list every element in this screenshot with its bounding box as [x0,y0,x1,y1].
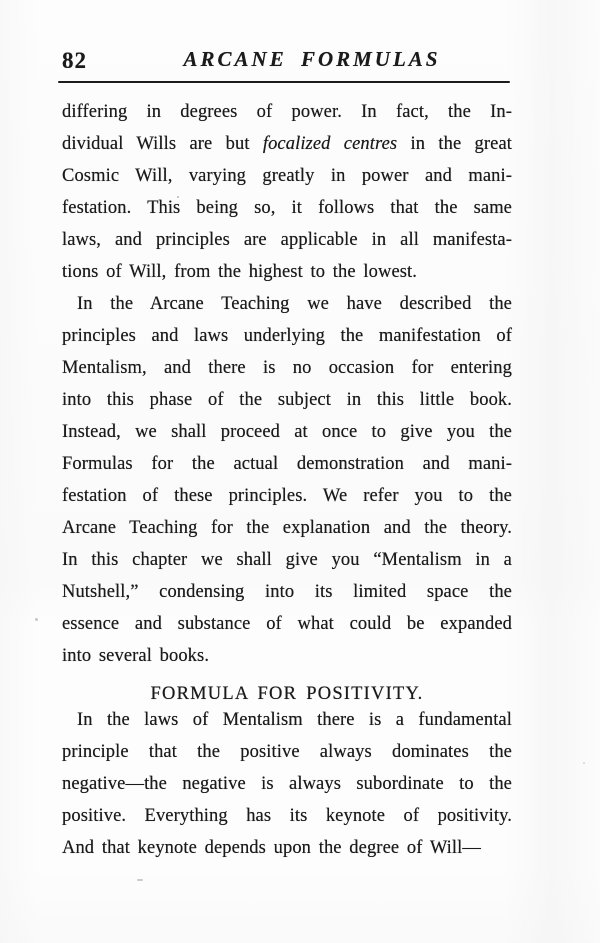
text-line [62,224,512,256]
text-line [62,512,512,544]
text-line [62,576,512,608]
text-segment: positive. Everything has its keynote of positivity. [62,806,512,826]
text-line [62,704,512,736]
text-line [62,352,512,384]
scan-speck [583,762,585,764]
text-segment: festation. This being so, it follows that the same [62,198,512,218]
text-line [62,96,512,128]
text-segment: Instead, we shall proceed at once to give you the [62,422,512,442]
text-segment: In the Arcane Teaching we have described the [77,294,512,314]
text-segment: essence and substance of what could be expanded [62,614,512,634]
text-segment: festation of these principles. We refer you to the [62,486,512,506]
text-segment: in the great [397,134,512,154]
text-line [62,192,512,224]
text-segment: Cosmic Will, varying greatly in power and mani- [62,166,512,186]
header-rule [58,81,510,83]
running-title: ARCANE FORMULAS [183,47,441,71]
text-segment: laws, and principles are applicable in all manifesta- [62,230,512,250]
page-header [62,46,512,78]
text-line [62,448,512,480]
text-line [62,832,512,864]
page-body [62,96,512,864]
scan-speck [137,879,143,881]
text-line [62,160,512,192]
text-segment: principle that the positive always dominates the [62,742,512,762]
text-segment: And that keynote depends upon the degree of Will— [62,838,481,858]
text-line [62,384,512,416]
text-line [62,800,512,832]
text-line [62,480,512,512]
text-line [62,544,512,576]
text-segment: principles and laws underlying the manifestation of [62,326,512,346]
text-segment: Formulas for the actual demonstration and mani- [62,454,512,474]
text-line [62,768,512,800]
text-segment: In this chapter we shall give you “Mentalism in a [62,550,512,570]
italic-phrase: focalized centres [262,134,398,154]
scan-speck [35,618,38,621]
text-line [62,288,512,320]
text-segment: into this phase of the subject in this little book. [62,390,512,410]
text-line [62,416,512,448]
text-segment: dividual Wills are but [62,134,263,154]
scan-speck [177,196,179,198]
text-segment: Nutshell,” condensing into its limited space the [62,582,512,602]
text-segment: differing in degrees of power. In fact, the In- [62,102,512,122]
text-line [62,608,512,640]
text-segment: Arcane Teaching for the explanation and the theory. [62,518,512,538]
text-line [62,128,512,160]
text-line [62,736,512,768]
text-segment: Mentalism, and there is no occasion for entering [62,358,512,378]
text-segment: tions of Will, from the highest to the lowest. [62,262,418,282]
text-segment: negative—the negative is always subordinate to the [62,774,512,794]
text-line [62,320,512,352]
text-line [62,640,512,672]
section-heading: FORMULA FOR POSITIVITY. [150,684,424,704]
page-number: 82 [62,48,87,73]
text-segment: into several books. [62,646,210,666]
text-line [62,256,512,288]
text-segment: In the laws of Mentalism there is a fundamental [77,710,512,730]
